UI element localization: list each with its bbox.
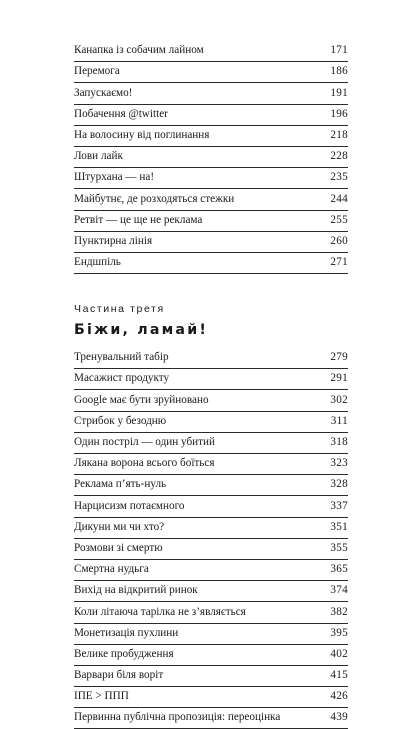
toc-entry-page-number: 426 [327, 690, 348, 703]
toc-entry-page-number: 271 [327, 256, 348, 269]
toc-entry-page-number: 374 [327, 584, 348, 597]
toc-entry[interactable] [74, 433, 348, 454]
toc-entry-page-number: 365 [327, 563, 348, 576]
toc-entry[interactable] [74, 83, 348, 104]
toc-entry[interactable] [74, 539, 348, 560]
toc-entry[interactable] [74, 687, 348, 708]
toc-entry[interactable] [74, 369, 348, 390]
part-label: Частина третя [74, 303, 165, 316]
toc-entry-page-number: 382 [327, 606, 348, 619]
toc-entry[interactable] [74, 147, 348, 168]
toc-entry-page-number: 328 [327, 478, 348, 491]
toc-entry-title: Штурхана — на! [74, 171, 157, 184]
toc-entry-title: Монетизація пухлини [74, 627, 181, 640]
toc-entry[interactable] [74, 105, 348, 126]
toc-entry[interactable] [74, 581, 348, 602]
toc-entry-page-number: 186 [327, 65, 348, 78]
toc-entry-title: Стрибок у безодню [74, 415, 169, 428]
toc-entry-title: На волосину від поглинання [74, 129, 212, 142]
part-title: Біжи, ламай! [74, 322, 209, 339]
toc-entry-title: Google має бути зруйновано [74, 394, 212, 407]
toc-entry[interactable] [74, 602, 348, 623]
part-three-section [74, 302, 348, 729]
toc-entry-page-number: 279 [327, 351, 348, 364]
toc-entry[interactable] [74, 708, 348, 729]
toc-entry-title: Масажист продукту [74, 372, 172, 385]
toc-entry[interactable] [74, 666, 348, 687]
toc-entry-title: Перемога [74, 65, 123, 78]
toc-entry-page-number: 337 [327, 500, 348, 513]
toc-entry[interactable] [74, 645, 348, 666]
toc-entry-page-number: 318 [327, 436, 348, 449]
toc-list-part-three [74, 348, 348, 729]
toc-entry-title: Реклама п’ять-нуль [74, 478, 169, 491]
toc-entry-page-number: 402 [327, 648, 348, 661]
toc-entry[interactable] [74, 454, 348, 475]
toc-entry-title: Запускаємо! [74, 87, 135, 100]
toc-entry-title: Смертна нудьга [74, 563, 152, 576]
toc-entry-title: Дикуни ми чи хто? [74, 521, 167, 534]
toc-entry-title: Вихід на відкритий ринок [74, 584, 201, 597]
toc-entry[interactable] [74, 560, 348, 581]
toc-entry-title: Ендшпіль [74, 256, 124, 269]
toc-entry-page-number: 302 [327, 394, 348, 407]
toc-entry-page-number: 191 [327, 87, 348, 100]
toc-entry-page-number: 235 [327, 171, 348, 184]
toc-entry-title: Пунктирна лінія [74, 235, 155, 248]
toc-entry-page-number: 439 [327, 711, 348, 724]
toc-entry[interactable] [74, 496, 348, 517]
toc-entry-title: Ретвіт — це ще не реклама [74, 214, 205, 227]
toc-entry-title: Побачення @twitter [74, 108, 171, 121]
toc-entry[interactable] [74, 412, 348, 433]
toc-entry-title: Тренувальний табір [74, 351, 172, 364]
toc-entry-title: Велике пробудження [74, 648, 177, 661]
toc-entry-page-number: 228 [327, 150, 348, 163]
toc-entry[interactable] [74, 624, 348, 645]
toc-entry[interactable] [74, 348, 348, 369]
toc-entry-page-number: 255 [327, 214, 348, 227]
toc-entry-title: IПE > ППП [74, 690, 132, 703]
toc-entry-page-number: 244 [327, 193, 348, 206]
toc-entry-page-number: 260 [327, 235, 348, 248]
toc-entry[interactable] [74, 41, 348, 62]
toc-entry-page-number: 171 [327, 44, 348, 57]
toc-entry-title: Один постріл — один убитий [74, 436, 218, 449]
toc-entry[interactable] [74, 475, 348, 496]
toc-entry-page-number: 323 [327, 457, 348, 470]
toc-entry-title: Лови лайк [74, 150, 126, 163]
toc-entry[interactable] [74, 62, 348, 83]
toc-entry-title: Лякана ворона всього боїться [74, 457, 218, 470]
toc-entry-page-number: 291 [327, 372, 348, 385]
toc-entry[interactable] [74, 253, 348, 274]
toc-entry-page-number: 351 [327, 521, 348, 534]
toc-entry-page-number: 196 [327, 108, 348, 121]
toc-entry-page-number: 355 [327, 542, 348, 555]
toc-entry-page-number: 415 [327, 669, 348, 682]
toc-entry-title: Розмови зі смертю [74, 542, 166, 555]
toc-entry-title: Варвари біля воріт [74, 669, 166, 682]
toc-entry[interactable] [74, 211, 348, 232]
toc-entry-title: Нарцисизм потаємного [74, 500, 188, 513]
toc-entry[interactable] [74, 390, 348, 411]
toc-entry[interactable] [74, 189, 348, 210]
toc-entry[interactable] [74, 126, 348, 147]
toc-entry-title: Коли літаюча тарілка не з’являється [74, 606, 249, 619]
toc-entry-title: Канапка із собачим лайном [74, 44, 207, 57]
toc-entry-title: Первинна публічна пропозиція: переоцінка [74, 711, 283, 724]
toc-entry[interactable] [74, 518, 348, 539]
toc-list-first-section [74, 41, 348, 274]
table-of-contents-page [74, 41, 348, 729]
toc-entry-page-number: 311 [328, 415, 348, 428]
toc-entry[interactable] [74, 232, 348, 253]
toc-entry[interactable] [74, 168, 348, 189]
toc-entry-page-number: 218 [327, 129, 348, 142]
toc-entry-page-number: 395 [327, 627, 348, 640]
toc-entry-title: Майбутнє, де розходяться стежки [74, 193, 237, 206]
